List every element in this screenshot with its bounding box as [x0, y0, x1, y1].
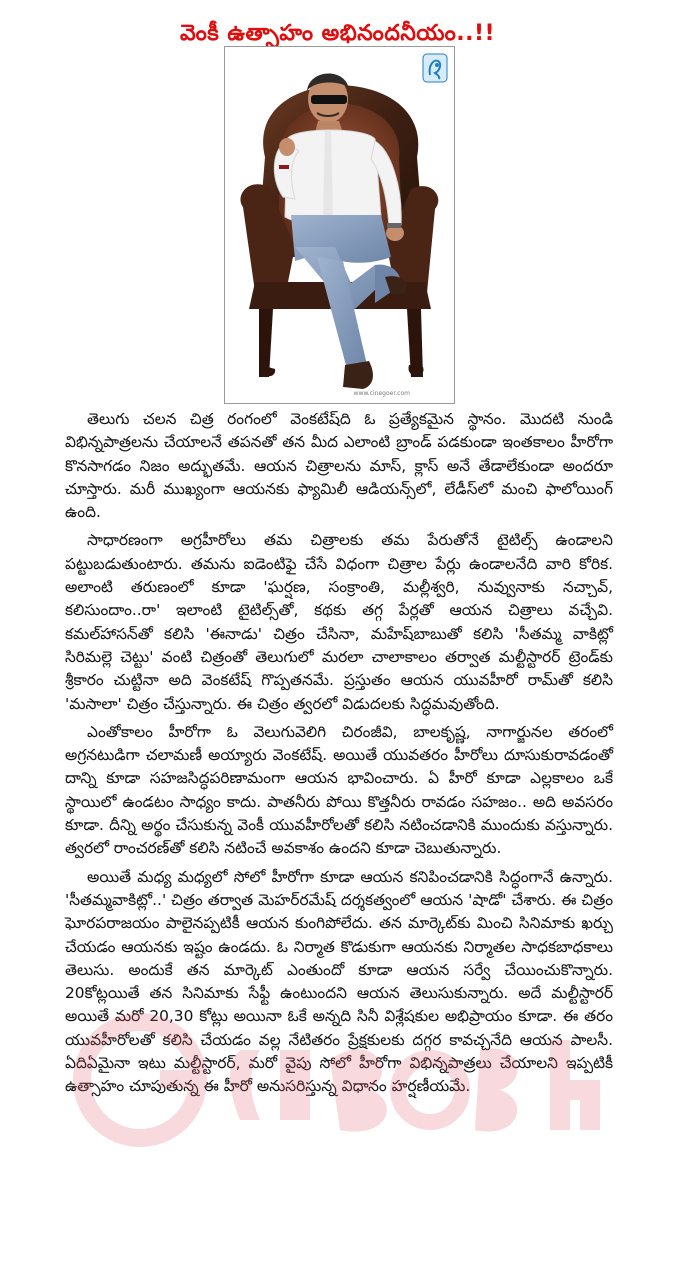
article-paragraph: సాధారణంగా అగ్రహీరోలు తమ చిత్రాలకు తమ పేరుతోనే టైటిల్స్ ఉండాలని పట్టుబడుతుంటారు. తమను ఐడెంటిఫై చేసే విధంగా చిత్రాల పేర్లు ఉండాలనేది వారి కోరిక. అలాంటి తరుణంలో కూడా 'ఘర్షణ, సంక్రాంతి, మల్లీశ్వరి, నువ్వునాకు నచ్చావ్, కలిసుందాం..రా' ఇలాంటి టైటిల్స్‌తో, కథకు తగ్గ పేర్లతో ఆయన చిత్రాలు వచ్చేవి. కమల్‌హాసన్‌తో కలిసి 'ఈనాడు' చిత్రం చేసినా, మహేష్‌బాబుతో కలిసి 'సీతమ్మ వాకిట్లో సిరిమల్లె చెట్టు' వంటి చిత్రంతో తెలుగులో మరలా చాలాకాలం తర్వాత మల్టీస్టారర్ ట్రెండ్‌కు శ్రీకారం చుట్టినా అది వెంకటేష్ గొప్పతనమే. ప్రస్తుతం ఆయన యువహీరో రామ్‌తో కలిసి 'మసాలా' చిత్రం చేస్తున్నారు. ఈ చిత్రం త్వరలో విడుదలకు సిద్ధమవుతోంది. — [65, 531, 613, 713]
article-paragraph: తెలుగు చలన చిత్ర రంగంలో వెంకటేష్‌ది ఓ ప్రత్యేకమైన స్థానం. మొదటి నుండి విభిన్నపాత్రలను చేయాలనే తపనతో తన మీద ఎలాంటి బ్రాండ్ పడకుండా ఇంతకాలం హీరోగా కొనసాగడం నిజం అద్భుతమే. ఆయన చిత్రాలను మాస్, క్లాస్ అనే తేడాలేకుండా అందరూ చూస్తారు. మరీ ముఖ్యంగా ఆయనకు ఫ్యామిలీ ఆడియన్స్‌లో, లేడీస్‌లో మంచి ఫాలోయింగ్ ఉంది. — [65, 410, 613, 522]
actor-on-ornate-chair-illustration — [225, 47, 454, 403]
article-photo — [224, 46, 455, 404]
article-title: వెంకీ ఉత్సాహం అభినందనీయం..!! — [179, 20, 496, 46]
site-logo-icon — [422, 53, 448, 83]
article-paragraph: అయితే మధ్య మధ్యలో సోలో హీరోగా కూడా ఆయన కనిపించడానికి సిద్ధంగానే ఉన్నారు. 'సీతమ్మవాకిట్లో..' చిత్రం తర్వాత మెహర్‌రమేష్ దర్శకత్వంలో ఆయన 'షాడో' చేశారు. ఈ చిత్రం ఘోరపరాజయం పాలైనప్పటికీ ఆయన కుంగిపోలేదు. తన మార్కెట్‌కు మించి సినిమాకు ఖర్చు చేయడం ఆయనకు ఇష్టం ఉండదు. ఓ నిర్మాత కొడుకుగా ఆయనకు నిర్మాతల సాధకబాధకాలు తెలుసు. అందుకే తన మార్కెట్ ఎంతుందో కూడా ఆయన సర్వే చేయించుకొన్నారు. 20కోట్లయితే తన సినిమాకు సేఫ్టీ ఉంటుందని ఆయన తెలుసుకున్నారు. అదే మల్టీస్టారర్ అయితే మరో 20,30 కోట్లు అయినా ఓకే అన్నది సినీ విశ్లేషకుల అభిప్రాయం కూడా. ఈ తరం యువహీరోలతో కలిసి చేయడం వల్ల నేటితరం ప్రేక్షకులకు దగ్గర కావచ్చనేది ఆయన పాలసీ. ఏదిఏమైనా ఇటు మల్టీస్టారర్, మరో వైపు సోలో హీరోగా విభిన్నపాత్రలు చేయాలని ఇప్పటికీ ఉత్సాహం చూపుతున్న ఈ హీరో అనుసరిస్తున్న విధానం హర్షణీయమే. — [65, 867, 613, 1096]
article-paragraph: ఎంతోకాలం హీరోగా ఓ వెలుగువెలిగి చిరంజీవి, బాలకృష్ణ, నాగార్జునల తరంలో అగ్రనటుడిగా చలామణీ అయ్యారు వెంకటేష్. అయితే యువతరం హీరోలు దూసుకురావడంతో దాన్ని కూడా సహజసిద్ధపరిణామంగా ఆయన భావించారు. ఏ హీరో కూడా ఎల్లకాలం ఒకే స్థాయిలో ఉండటం సాధ్యం కాదు. పాతనీరు పోయి కొత్తనీరు రావడం సహజం.. అది అవసరం కూడా. దీన్ని అర్థం చేసుకున్న వెంకీ యువహీరోలతో కలిసి నటించడానికి ముందుకు వస్తున్నారు. త్వరలో రాంచరణ్‌తో కలిసి నటించే అవకాశం ఉందని కూడా చెబుతున్నారు. — [65, 722, 613, 858]
article-body — [65, 408, 613, 1104]
photo-credit: www.cinegoer.com — [353, 390, 410, 397]
